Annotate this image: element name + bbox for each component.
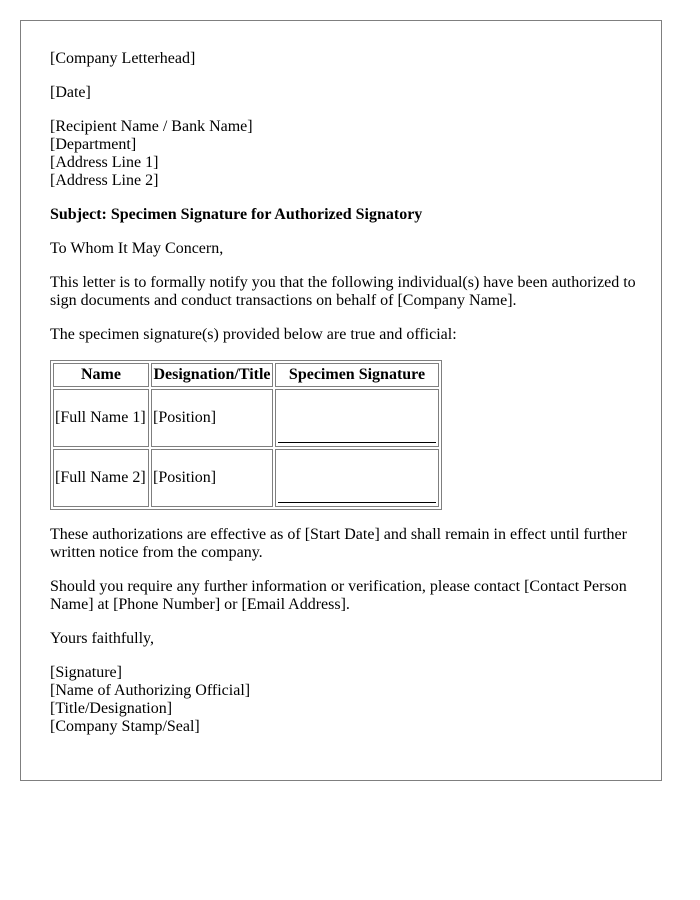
closing: Yours faithfully, — [50, 630, 155, 647]
row-1-signature-cell — [275, 389, 439, 447]
header-specimen-signature: Specimen Signature — [275, 363, 439, 387]
body-paragraph-effective-date: These authorizations are effective as of [Start Date] and shall remain in effect until further written notice from the company. — [50, 526, 627, 561]
signature-line — [278, 502, 436, 503]
specimen-signature-table — [50, 360, 442, 510]
body-paragraph-authorization: This letter is to formally notify you that the following individual(s) have been authorized to sign documents and conduct transactions on behalf of [Company Name]. — [50, 274, 636, 309]
signoff-stamp: [Company Stamp/Seal] — [50, 718, 200, 735]
row-2-designation: [Position] — [151, 449, 273, 507]
table-row — [53, 449, 439, 507]
table-header-row — [53, 363, 439, 387]
header-designation: Designation/Title — [151, 363, 273, 387]
body-paragraph-contact: Should you require any further information or verification, please contact [Contact Person Name] at [Phone Number] or [Email Address]. — [50, 578, 627, 613]
table-row — [53, 389, 439, 447]
row-1-designation: [Position] — [151, 389, 273, 447]
recipient-address-line-2: [Address Line 2] — [50, 172, 159, 189]
signoff-block — [50, 664, 640, 736]
letter-date: [Date] — [50, 84, 91, 101]
recipient-name: [Recipient Name / Bank Name] — [50, 118, 253, 135]
recipient-address-line-1: [Address Line 1] — [50, 154, 159, 171]
company-letterhead: [Company Letterhead] — [50, 50, 196, 67]
row-2-signature-cell — [275, 449, 439, 507]
recipient-block — [50, 118, 640, 190]
row-1-name: [Full Name 1] — [53, 389, 149, 447]
header-name: Name — [53, 363, 149, 387]
signature-line — [278, 442, 436, 443]
letter-page — [20, 20, 662, 781]
letter-content — [50, 50, 640, 752]
signoff-name: [Name of Authorizing Official] — [50, 682, 251, 699]
row-2-name: [Full Name 2] — [53, 449, 149, 507]
subject-line: Subject: Specimen Signature for Authorized Signatory — [50, 206, 423, 223]
recipient-department: [Department] — [50, 136, 137, 153]
salutation: To Whom It May Concern, — [50, 240, 224, 257]
signoff-title: [Title/Designation] — [50, 700, 173, 717]
signoff-signature: [Signature] — [50, 664, 122, 681]
body-paragraph-specimen-intro: The specimen signature(s) provided below are true and official: — [50, 326, 457, 343]
